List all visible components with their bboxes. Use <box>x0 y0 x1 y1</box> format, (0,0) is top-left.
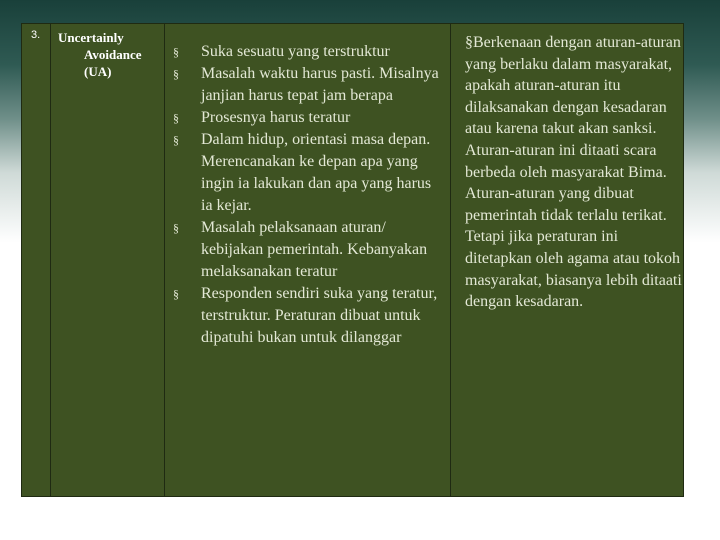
content-table <box>21 23 684 497</box>
list-item <box>165 63 451 107</box>
bullet-icon: § <box>173 287 179 301</box>
list-item-text: Suka sesuatu yang terstruktur <box>201 43 390 60</box>
bullet-icon: § <box>173 221 179 235</box>
list-item-text: Masalah pelaksanaan aturan/ kebijakan pemerintah. Kebanyakan melaksanakan teratur <box>201 219 428 280</box>
findings-list <box>165 41 451 349</box>
dimension-cell <box>51 24 165 496</box>
row-number: 3. <box>31 29 41 41</box>
analysis-cell <box>451 24 685 496</box>
dimension-title-line-3: (UA) <box>84 64 112 79</box>
bullet-icon: § <box>173 111 179 125</box>
list-item-text: Responden sendiri suka yang teratur, terstruktur. Peraturan dibuat untuk dipatuhi bukan untuk dilanggar <box>201 285 438 346</box>
bullet-icon: § <box>173 45 179 59</box>
dimension-title <box>58 29 142 80</box>
list-item <box>165 217 451 283</box>
findings-cell <box>165 24 451 496</box>
bullet-icon: § <box>173 133 179 147</box>
list-item <box>165 41 451 63</box>
list-item-text: Dalam hidup, orientasi masa depan. Merencanakan ke depan apa yang ingin ia lakukan dan apa yang harus ia kejar. <box>201 131 432 214</box>
list-item <box>165 283 451 349</box>
list-item <box>165 107 451 129</box>
list-item-text: Prosesnya harus teratur <box>201 109 351 126</box>
list-item <box>165 129 451 217</box>
bullet-icon: § <box>173 67 179 81</box>
dimension-title-line-1: Uncertainly <box>58 30 124 45</box>
analysis-paragraph: §Berkenaan dengan aturan-aturan yang berlaku dalam masyarakat, apakah aturan-aturan itu dilaksanakan dengan kesadaran atau karena takut akan sanksi. Aturan-aturan ini ditaati scara berbeda oleh masyarakat Bima. Aturan-aturan yang dibuat pemerintah tidak terlalu terikat. Tetapi jika peraturan ini ditetapkan oleh agama atau tokoh masyarakat, biasanya lebih ditaati dengan kesadaran. <box>465 34 682 311</box>
number-cell <box>22 24 51 496</box>
dimension-title-line-2: Avoidance <box>84 47 142 62</box>
list-item-text: Masalah waktu harus pasti. Misalnya janjian harus tepat jam berapa <box>201 65 439 104</box>
